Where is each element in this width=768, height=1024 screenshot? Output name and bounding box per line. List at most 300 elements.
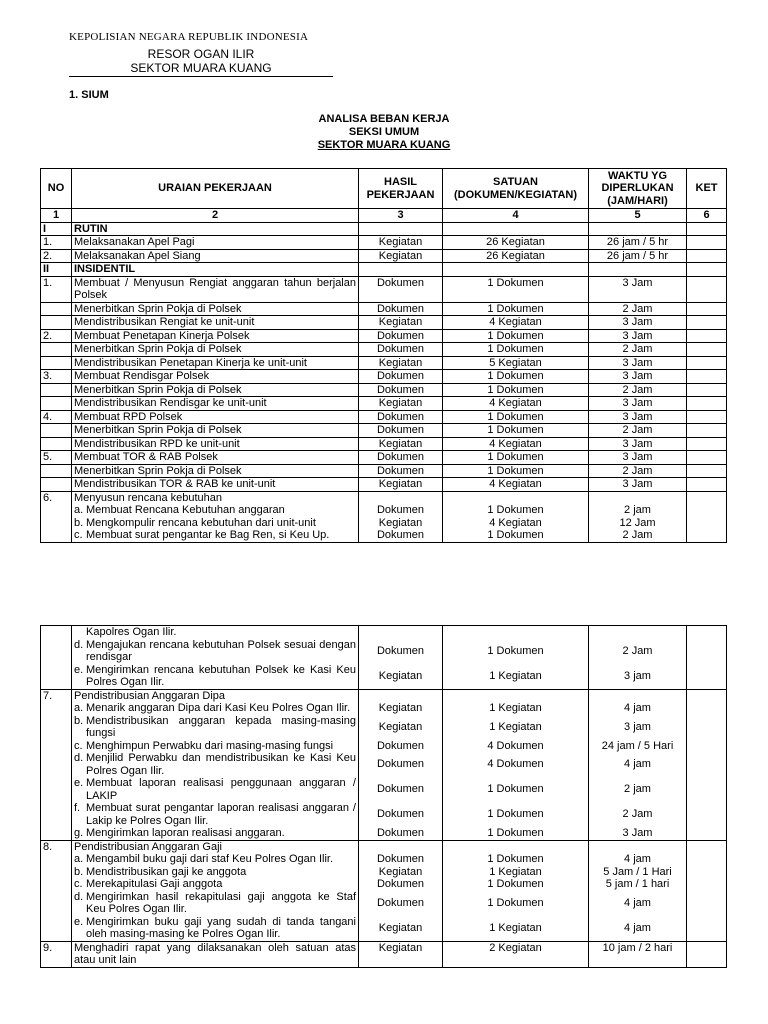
row-waktu: 4 jam	[589, 752, 687, 777]
row-no	[41, 383, 72, 397]
table-row	[41, 464, 727, 478]
row-ket	[687, 702, 727, 715]
row-waktu: 5 Jam / 1 Hari	[589, 866, 687, 879]
row-uraian	[72, 664, 359, 690]
row-satuan: 4 Dokumen	[443, 752, 589, 777]
sub-text: Mengirimkan laporan realisasi anggaran.	[86, 827, 285, 839]
col-header-uraian: URAIAN PEKERJAAN	[72, 169, 359, 209]
row-uraian: Membuat / Menyusun Rengiat anggaran tahun berjalan Polsek	[72, 276, 359, 302]
title-seksi: SEKSI UMUM	[348, 126, 420, 138]
table-row	[41, 840, 727, 853]
row-satuan: 4 Kegiatan	[443, 437, 589, 451]
row-no	[41, 752, 72, 777]
row-waktu	[589, 689, 687, 702]
row-no: 3.	[41, 370, 72, 384]
col-header-hasil: HASIL PEKERJAAN	[359, 169, 443, 209]
sub-waktu: 12 Jam	[619, 516, 656, 529]
row-hasil: Dokumen	[359, 464, 443, 478]
row-uraian: Membuat TOR & RAB Polsek	[72, 451, 359, 465]
sub-item	[74, 517, 356, 530]
header-resor: RESOR OGAN ILIR	[147, 47, 255, 61]
sub-waktu: 2 jam	[624, 504, 651, 516]
table-row	[41, 437, 727, 451]
row-uraian: Mendistribusikan Rendisgar ke unit-unit	[72, 397, 359, 411]
row-satuan: 4 Kegiatan	[443, 478, 589, 492]
row-satuan: 4 Kegiatan	[443, 397, 589, 411]
row-hasil: Dokumen	[359, 878, 443, 891]
sub-letter: d.	[74, 638, 84, 651]
row-satuan: 1 Dokumen	[443, 853, 589, 866]
row-uraian: Menerbitkan Sprin Pokja di Polsek	[72, 343, 359, 357]
row-hasil	[359, 840, 443, 853]
row-uraian: Menghadiri rapat yang dilaksanakan oleh satuan atas atau unit lain	[72, 941, 359, 967]
row-ket	[687, 370, 727, 384]
row-hasil	[359, 491, 443, 542]
table-row	[41, 329, 727, 343]
row-waktu: 26 jam / 5 hr	[589, 249, 687, 263]
sub-text: Menjilid Perwabku dan mendistribusikan ke Kasi Keu Polres Ogan Ilir.	[86, 752, 356, 777]
row-no: 1.	[41, 276, 72, 302]
row-hasil: Kegiatan	[359, 316, 443, 330]
row-uraian	[72, 878, 359, 891]
row-uraian	[72, 491, 359, 542]
row-ket	[687, 464, 727, 478]
table-row	[41, 451, 727, 465]
row-no	[41, 626, 72, 639]
row-uraian	[72, 740, 359, 753]
row-no	[41, 664, 72, 690]
table-row	[41, 356, 727, 370]
row-no	[41, 740, 72, 753]
row-waktu: 3 Jam	[589, 410, 687, 424]
row-no	[41, 916, 72, 942]
row-satuan: 1 Dokumen	[443, 891, 589, 916]
row-no	[41, 424, 72, 438]
row-satuan: 26 Kegiatan	[443, 236, 589, 250]
row-hasil: Kegiatan	[359, 702, 443, 715]
row-uraian: Mendistribusikan RPD ke unit-unit	[72, 437, 359, 451]
col-header-ket: KET	[687, 169, 727, 209]
workload-table-page2	[40, 625, 727, 968]
row-uraian	[72, 853, 359, 866]
col-header-no: NO	[41, 169, 72, 209]
row-hasil: Dokumen	[359, 451, 443, 465]
sub-row	[41, 702, 727, 715]
row-waktu: 4 jam	[589, 916, 687, 942]
row-no: 5.	[41, 451, 72, 465]
row-ket	[687, 941, 727, 967]
row-ket	[687, 626, 727, 639]
row-hasil: Dokumen	[359, 740, 443, 753]
table-row	[41, 236, 727, 250]
row-uraian	[72, 866, 359, 879]
row-uraian: Menerbitkan Sprin Pokja di Polsek	[72, 302, 359, 316]
row-ket	[687, 222, 727, 236]
row-waktu: 3 Jam	[589, 276, 687, 302]
row-satuan: 1 Dokumen	[443, 802, 589, 827]
row-ket	[687, 878, 727, 891]
row-satuan: 1 Kegiatan	[443, 866, 589, 879]
sub-letter: b.	[74, 516, 84, 529]
table-row	[41, 410, 727, 424]
row-no	[41, 827, 72, 840]
sub-letter: d.	[74, 752, 84, 764]
row-ket	[687, 316, 727, 330]
row-uraian: Menerbitkan Sprin Pokja di Polsek	[72, 464, 359, 478]
sub-row	[41, 878, 727, 891]
row-uraian: Mendistribusikan TOR & RAB ke unit-unit	[72, 478, 359, 492]
row-waktu	[589, 491, 687, 542]
sub-item	[74, 702, 356, 715]
sub-letter: c.	[74, 529, 83, 541]
row-waktu: 5 jam / 1 hari	[589, 878, 687, 891]
row-uraian	[72, 639, 359, 664]
row-no: 8.	[41, 840, 72, 853]
row-ket	[687, 840, 727, 853]
sub-letter: b.	[74, 865, 84, 878]
sub-text: Mendistribusikan anggaran kepada masing-masing fungsi	[86, 714, 356, 739]
row-no	[41, 302, 72, 316]
row-ket	[687, 916, 727, 942]
sub-hasil: Kegiatan	[378, 516, 423, 529]
row-hasil	[359, 263, 443, 277]
table-row	[41, 276, 727, 302]
sub-text: Mengirimkan hasil rekapitulasi gaji anggota ke Staf Keu Polres Ogan Ilir.	[86, 890, 356, 915]
sub-letter: a.	[74, 702, 84, 714]
row-waktu: 2 Jam	[589, 464, 687, 478]
row-uraian: Mendistribusikan Penetapan Kinerja ke unit-unit	[72, 356, 359, 370]
sub-text: Mengirimkan buku gaji yang sudah di tanda tangani oleh masing-masing ke Polres Ogan Ilir.	[86, 915, 356, 940]
sub-item	[74, 529, 356, 542]
row-ket	[687, 424, 727, 438]
row-waktu: 24 jam / 5 Hari	[589, 740, 687, 753]
row-hasil	[359, 689, 443, 702]
row-uraian	[72, 752, 359, 777]
row-ket	[687, 891, 727, 916]
row-ket	[687, 451, 727, 465]
row-waktu: 2 jam	[589, 777, 687, 802]
sub-letter: f.	[74, 802, 81, 814]
sub-item	[74, 802, 356, 827]
row-no	[41, 866, 72, 879]
row-waktu: 3 jam	[589, 664, 687, 690]
row-uraian	[72, 715, 359, 740]
row-ket	[687, 639, 727, 664]
row-waktu: 3 Jam	[589, 356, 687, 370]
table-row	[41, 263, 727, 277]
row-ket	[687, 853, 727, 866]
row-waktu: 3 Jam	[589, 329, 687, 343]
table-row	[41, 424, 727, 438]
row-waktu: 3 Jam	[589, 370, 687, 384]
sub-row	[41, 664, 727, 690]
row-waktu	[589, 263, 687, 277]
row-hasil: Dokumen	[359, 777, 443, 802]
row-hasil: Dokumen	[359, 639, 443, 664]
row-waktu: 2 Jam	[589, 639, 687, 664]
row-hasil: Kegiatan	[359, 715, 443, 740]
sub-letter: a.	[74, 853, 84, 865]
sub-text: Menghimpun Perwabku dari masing-masing fungsi	[86, 739, 334, 752]
row-no: 1.	[41, 236, 72, 250]
p2-body	[41, 626, 727, 968]
row-hasil: Dokumen	[359, 891, 443, 916]
row-no	[41, 853, 72, 866]
sub-text: Menarik anggaran Dipa dari Kasi Keu Polres Ogan Ilir.	[86, 702, 351, 714]
sub-letter: g.	[74, 827, 84, 839]
col-number: 5	[589, 209, 687, 223]
sub-text: Membuat Rencana Kebutuhan anggaran	[86, 504, 285, 516]
row-ket	[687, 491, 727, 542]
table-header-row	[41, 169, 727, 209]
row-satuan: 1 Dokumen	[443, 639, 589, 664]
row-waktu: 3 Jam	[589, 397, 687, 411]
row-no	[41, 702, 72, 715]
sub-satuan: 1 Dokumen	[487, 529, 544, 541]
col-number: 4	[443, 209, 589, 223]
row-uraian	[72, 626, 359, 639]
row-hasil: Dokumen	[359, 410, 443, 424]
row-satuan: 1 Kegiatan	[443, 702, 589, 715]
row-ket	[687, 302, 727, 316]
table-row	[41, 478, 727, 492]
table-row	[41, 249, 727, 263]
row-no	[41, 356, 72, 370]
sub-letter: e.	[74, 663, 84, 676]
row-waktu: 3 Jam	[589, 316, 687, 330]
table-row	[41, 370, 727, 384]
sub-item	[74, 827, 356, 840]
row-hasil: Dokumen	[359, 343, 443, 357]
col-number: 2	[72, 209, 359, 223]
row-waktu	[589, 222, 687, 236]
row-no	[41, 777, 72, 802]
row-satuan: 1 Kegiatan	[443, 916, 589, 942]
row-ket	[687, 410, 727, 424]
sub-row	[41, 777, 727, 802]
sub-item	[74, 740, 356, 753]
sub-satuan: 4 Kegiatan	[489, 516, 542, 529]
row-waktu: 3 jam	[589, 715, 687, 740]
sub-text: Membuat laporan realisasi penggunaan anggaran / LAKIP	[86, 777, 356, 802]
row-ket	[687, 802, 727, 827]
row-waktu: 3 Jam	[589, 827, 687, 840]
sub-text: Mengirimkan rencana kebutuhan Polsek ke Kasi Keu Polres Ogan Ilir.	[86, 663, 356, 688]
row-no	[41, 878, 72, 891]
row-no	[41, 715, 72, 740]
table-row	[41, 626, 727, 639]
row-waktu: 2 Jam	[589, 383, 687, 397]
row-no: II	[41, 263, 72, 277]
row-uraian: Pendistribusian Anggaran Dipa	[72, 689, 359, 702]
row-no	[41, 639, 72, 664]
row-uraian: Melaksanakan Apel Siang	[72, 249, 359, 263]
row-waktu: 3 Jam	[589, 478, 687, 492]
row-hasil: Kegiatan	[359, 356, 443, 370]
sub-hasil: Dokumen	[376, 529, 425, 541]
row-ket	[687, 383, 727, 397]
document-titles	[0, 113, 768, 152]
row-no	[41, 478, 72, 492]
header-unit-block	[69, 47, 333, 77]
row-satuan	[443, 689, 589, 702]
row-satuan: 1 Dokumen	[443, 343, 589, 357]
sub-row	[41, 827, 727, 840]
row-satuan: 1 Dokumen	[443, 827, 589, 840]
col-header-satuan: SATUAN (DOKUMEN/KEGIATAN)	[443, 169, 589, 209]
row-satuan: 1 Dokumen	[443, 878, 589, 891]
row-uraian: INSIDENTIL	[72, 263, 359, 277]
col-number: 3	[359, 209, 443, 223]
table-row	[41, 383, 727, 397]
row-waktu	[589, 840, 687, 853]
table-number-row	[41, 209, 727, 223]
row-waktu: 2 Jam	[589, 802, 687, 827]
row-no: 6.	[41, 491, 72, 542]
row-ket	[687, 437, 727, 451]
row-ket	[687, 263, 727, 277]
sub-row	[41, 866, 727, 879]
row-satuan: 26 Kegiatan	[443, 249, 589, 263]
sub-waktu: 2 Jam	[622, 529, 653, 541]
row-satuan: 4 Kegiatan	[443, 316, 589, 330]
row-uraian	[72, 702, 359, 715]
row-waktu	[589, 626, 687, 639]
row-satuan: 1 Dokumen	[443, 302, 589, 316]
row-hasil: Dokumen	[359, 853, 443, 866]
row-waktu: 10 jam / 2 hari	[589, 941, 687, 967]
row-no	[41, 891, 72, 916]
row-no	[41, 437, 72, 451]
sub-row	[41, 740, 727, 753]
sub-text: Membuat surat pengantar ke Bag Ren, si Keu Up.	[86, 529, 330, 541]
row-satuan: 1 Dokumen	[443, 383, 589, 397]
row-hasil: Dokumen	[359, 424, 443, 438]
row-satuan: 1 Dokumen	[443, 276, 589, 302]
sub-letter: c.	[74, 878, 83, 890]
sub-row	[41, 853, 727, 866]
sub-letter	[74, 626, 86, 639]
row-ket	[687, 478, 727, 492]
col-header-waktu: WAKTU YG DIPERLUKAN (JAM/HARI)	[589, 169, 687, 209]
row-ket	[687, 276, 727, 302]
workload-table-page1	[40, 168, 727, 543]
row-hasil: Kegiatan	[359, 866, 443, 879]
row-satuan: 5 Kegiatan	[443, 356, 589, 370]
row-hasil: Kegiatan	[359, 437, 443, 451]
row-uraian	[72, 802, 359, 827]
row-ket	[687, 329, 727, 343]
row-hasil	[359, 222, 443, 236]
row-hasil: Dokumen	[359, 329, 443, 343]
row-ket	[687, 866, 727, 879]
row-hasil: Dokumen	[359, 302, 443, 316]
sub-item	[74, 752, 356, 777]
row-waktu: 3 Jam	[589, 451, 687, 465]
sub-row	[41, 802, 727, 827]
row-uraian: Membuat Rendisgar Polsek	[72, 370, 359, 384]
row-satuan: 1 Dokumen	[443, 424, 589, 438]
row-ket	[687, 249, 727, 263]
row-satuan	[443, 222, 589, 236]
row-no	[41, 802, 72, 827]
row-uraian	[72, 777, 359, 802]
sub-item	[74, 916, 356, 941]
row-uraian: Menerbitkan Sprin Pokja di Polsek	[72, 424, 359, 438]
sub-item	[74, 715, 356, 740]
row-hasil: Kegiatan	[359, 236, 443, 250]
row-satuan	[443, 491, 589, 542]
row-hasil: Kegiatan	[359, 916, 443, 942]
row-hasil: Dokumen	[359, 370, 443, 384]
sub-letter: e.	[74, 777, 84, 789]
row-satuan: 1 Kegiatan	[443, 664, 589, 690]
row-no	[41, 343, 72, 357]
row-satuan: 2 Kegiatan	[443, 941, 589, 967]
row-satuan: 1 Dokumen	[443, 329, 589, 343]
table-row	[41, 397, 727, 411]
sub-item	[74, 878, 356, 891]
row-satuan	[443, 626, 589, 639]
rows1-body	[41, 222, 727, 491]
row-waktu: 4 jam	[589, 891, 687, 916]
row-hasil: Kegiatan	[359, 941, 443, 967]
sub-item	[74, 639, 356, 664]
sub-row	[41, 916, 727, 942]
row-hasil: Kegiatan	[359, 478, 443, 492]
row-no	[41, 464, 72, 478]
row-no: I	[41, 222, 72, 236]
section-heading: 1. SIUM	[69, 89, 109, 101]
row-waktu: 3 Jam	[589, 437, 687, 451]
row-satuan: 1 Dokumen	[443, 410, 589, 424]
col-number: 6	[687, 209, 727, 223]
row-ket	[687, 752, 727, 777]
row-satuan: 1 Dokumen	[443, 451, 589, 465]
row-hasil: Kegiatan	[359, 664, 443, 690]
row-ket	[687, 777, 727, 802]
table-row	[41, 222, 727, 236]
sub-row	[41, 639, 727, 664]
sub-letter: d.	[74, 890, 84, 903]
sub-item	[74, 777, 356, 802]
table-row	[41, 316, 727, 330]
row-satuan	[443, 263, 589, 277]
row-ket	[687, 689, 727, 702]
table-row	[41, 941, 727, 967]
sub-hasil: Dokumen	[376, 504, 425, 516]
row-hasil: Kegiatan	[359, 397, 443, 411]
row-satuan: 1 Dokumen	[443, 464, 589, 478]
row-no: 7.	[41, 689, 72, 702]
row-uraian	[72, 891, 359, 916]
sub-satuan: 1 Dokumen	[487, 504, 544, 516]
sub-item	[74, 664, 356, 689]
sub-item	[74, 891, 356, 916]
title-analisa: ANALISA BEBAN KERJA	[318, 113, 450, 125]
row-no	[41, 316, 72, 330]
row-uraian: Pendistribusian Anggaran Gaji	[72, 840, 359, 853]
row-satuan: 1 Dokumen	[443, 370, 589, 384]
row-uraian: Melaksanakan Apel Pagi	[72, 236, 359, 250]
header-sektor: SEKTOR MUARA KUANG	[130, 61, 272, 75]
sub-row	[41, 752, 727, 777]
row-ket	[687, 827, 727, 840]
row-hasil: Dokumen	[359, 752, 443, 777]
table-row	[41, 491, 727, 542]
sub-letter: a.	[74, 504, 84, 516]
row-waktu: 4 jam	[589, 853, 687, 866]
